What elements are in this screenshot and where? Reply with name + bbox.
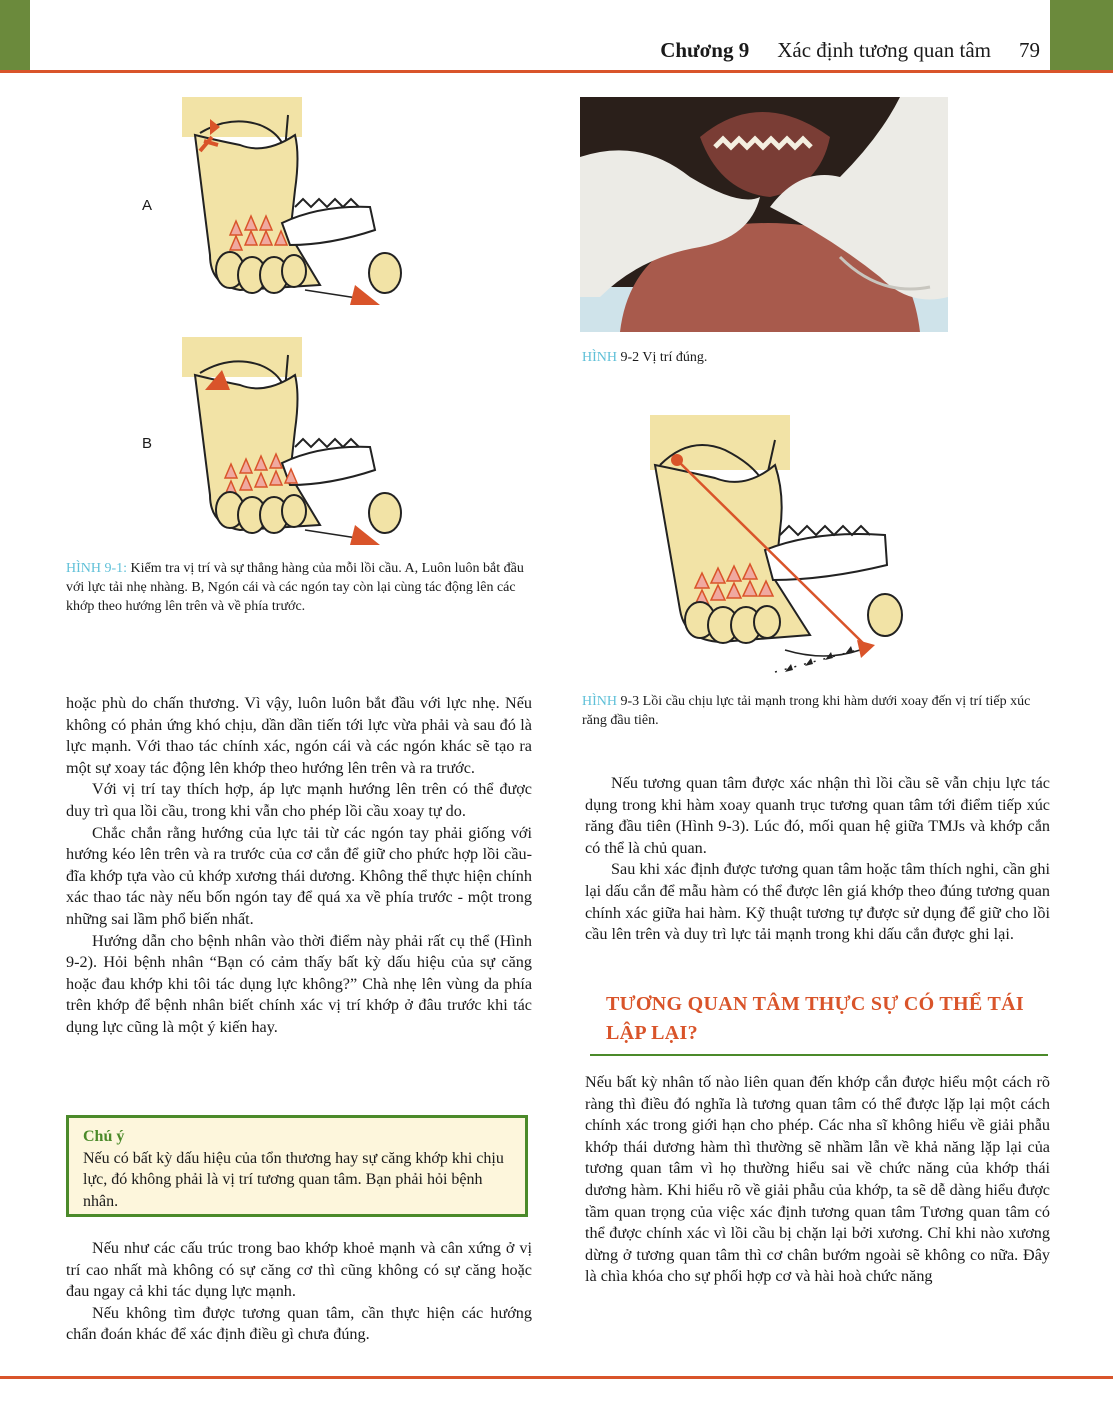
- paragraph: Nếu tương quan tâm được xác nhận thì lồi cầu sẽ vẫn chịu lực tác dụng trong khi hàm xoay quanh trục tương quan tâm tới điểm tiếp xúc răng đầu tiên (Hình 9-3). Lúc đó, mối quan hệ giữa TMJs và khớp cắn có thể là chủ quan.: [585, 774, 1050, 857]
- header-tab-left: [0, 0, 30, 72]
- figure-9-2-caption: [582, 348, 962, 367]
- figure-9-2-photo: [580, 97, 948, 332]
- paragraph: Nếu bất kỳ nhân tố nào liên quan đến khớp cắn được hiểu một cách rõ ràng thì điều đó nghĩa là tương quan tâm có thể được lặp lại một cách chính xác trong giới hạn cho phép. Các nha sĩ không hiểu về giải phẫu khớp thái dương hàm thì thường sẽ nhầm lẫn về khả năng lặp lại của tương quan tâm vì họ thường hiểu sai về chức năng của khớp thái dương hàm. Khi hiểu rõ về giải phẫu của khớp, ta sẽ dễ dàng hiểu được tầm quan trọng của việc xác định tương quan tâm Tương quan tâm có thể được chính xác vì lồi cầu bị chặn lại bởi xương. Chỉ khi nào xương dừng ở tương quan tâm thì cơ chân bướm ngoài sẽ không co nữa. Đây là chìa khóa cho sự phối hợp cơ và hài hoà chức năng: [585, 1073, 1050, 1286]
- figure-9-3-illustration: [625, 410, 915, 680]
- section-rule: [590, 1054, 1048, 1056]
- running-header: [560, 38, 1040, 63]
- left-column-bottom: [66, 1238, 532, 1346]
- paragraph: Chắc chắn rằng hướng của lực tải từ các ngón tay phải giống với hướng kéo lên trên và ra trước của cơ cắn để giữ cho phức hợp lồi cầu-đĩa khớp tựa vào củ khớp xương thái dương. Không thể thực hiện chính xác thao tác này nếu bốn ngón tay để quá xa về phía trước - một trong những sai lầm phổ biến nhất.: [66, 823, 532, 928]
- caption-text: 9-3 Lồi cầu chịu lực tải mạnh trong khi hàm dưới xoay đến vị trí tiếp xúc răng đầu tiên.: [582, 694, 1031, 728]
- header-rule: [0, 70, 1113, 73]
- figure-9-1-caption: [66, 559, 528, 616]
- note-box: [66, 1115, 528, 1217]
- caption-text: 9-2 Vị trí đúng.: [617, 350, 708, 365]
- note-text: Nếu có bất kỳ dấu hiệu của tổn thương hay sự căng khớp khi chịu lực, đó không phải là vị trí tương quan tâm. Bạn phải hỏi bệnh nhân.: [83, 1149, 504, 1210]
- paragraph: Nếu như các cấu trúc trong bao khớp khoẻ mạnh và cân xứng ở vị trí cao nhất mà không có sự căng cơ thì cũng không có sự căng hoặc đau ngay cả khi tác dụng lực mạnh.: [66, 1239, 532, 1301]
- footer-rule: [0, 1376, 1113, 1379]
- caption-label: HÌNH 9-1:: [66, 561, 128, 576]
- figure-label-a: A: [142, 197, 153, 214]
- caption-text: Kiểm tra vị trí và sự thẳng hàng của mỗi lồi cầu. A, Luôn luôn bắt đầu với lực tải nhẹ nhàng. B, Ngón cái và các ngón tay còn lại cùng tác động lên các khớp theo hướng lên trên và về phía trước.: [66, 561, 524, 614]
- header-tab-right: [1050, 0, 1113, 70]
- right-column-bottom: [585, 1072, 1050, 1288]
- figure-9-3-caption: [582, 692, 1042, 730]
- page-number: 79: [1019, 38, 1040, 62]
- paragraph: Nếu không tìm được tương quan tâm, cần thực hiện các hướng chẩn đoán khác để xác định điều gì chưa đúng.: [66, 1303, 532, 1344]
- caption-label: HÌNH: [582, 350, 617, 365]
- note-title: Chú ý: [83, 1128, 125, 1145]
- chapter-label: Chương 9: [660, 38, 750, 62]
- chapter-title: Xác định tương quan tâm: [777, 38, 991, 62]
- figure-9-1a-illustration: [170, 95, 410, 320]
- left-column-top: [66, 693, 532, 1039]
- figure-label-b: B: [142, 435, 153, 452]
- paragraph: Hướng dẫn cho bệnh nhân vào thời điểm này phải rất cụ thể (Hình 9-2). Hỏi bệnh nhân “Bạn có cảm thấy bất kỳ dấu hiệu của sự căng hoặc đau khớp khi tôi tác dụng lực không?” Chà nhẹ lên vùng da phía trên khớp để bệnh nhân biết chính xác vị trí khớp ở đâu trước khi tác dụng lực cũng là một ý kiến hay.: [66, 931, 532, 1036]
- caption-label: HÌNH: [582, 694, 617, 709]
- paragraph: hoặc phù do chấn thương. Vì vậy, luôn luôn bắt đầu với lực nhẹ. Nếu không có phản ứng khó chịu, dần dần tiến tới lực vừa phải và sau đó là lực mạnh. Với thao tác chính xác, ngón cái và các ngón khác sẽ tạo ra một sự xoay tác động lên khớp theo hướng lên trên và ra trước.: [66, 694, 532, 777]
- figure-9-1b-illustration: [170, 335, 410, 560]
- right-column-top: [585, 773, 1050, 946]
- section-title: TƯƠNG QUAN TÂM THỰC SỰ CÓ THỂ TÁI LẬP LẠI?: [606, 993, 1024, 1044]
- paragraph: Sau khi xác định được tương quan tâm hoặc tâm thích nghi, cần ghi lại dấu cắn để mẫu hàm có thể được lên giá khớp theo đúng tương quan chính xác giữa hai hàm. Kỹ thuật tương tự được sử dụng để giữ cho lồi cầu lên trên và duy trì lực tải mạnh trong khi dấu cắn được ghi lại.: [585, 860, 1050, 944]
- paragraph: Với vị trí tay thích hợp, áp lực mạnh hướng lên trên có thể được duy trì qua lồi cầu, trong khi vẫn cho phép lồi cầu xoay tự do.: [66, 780, 532, 820]
